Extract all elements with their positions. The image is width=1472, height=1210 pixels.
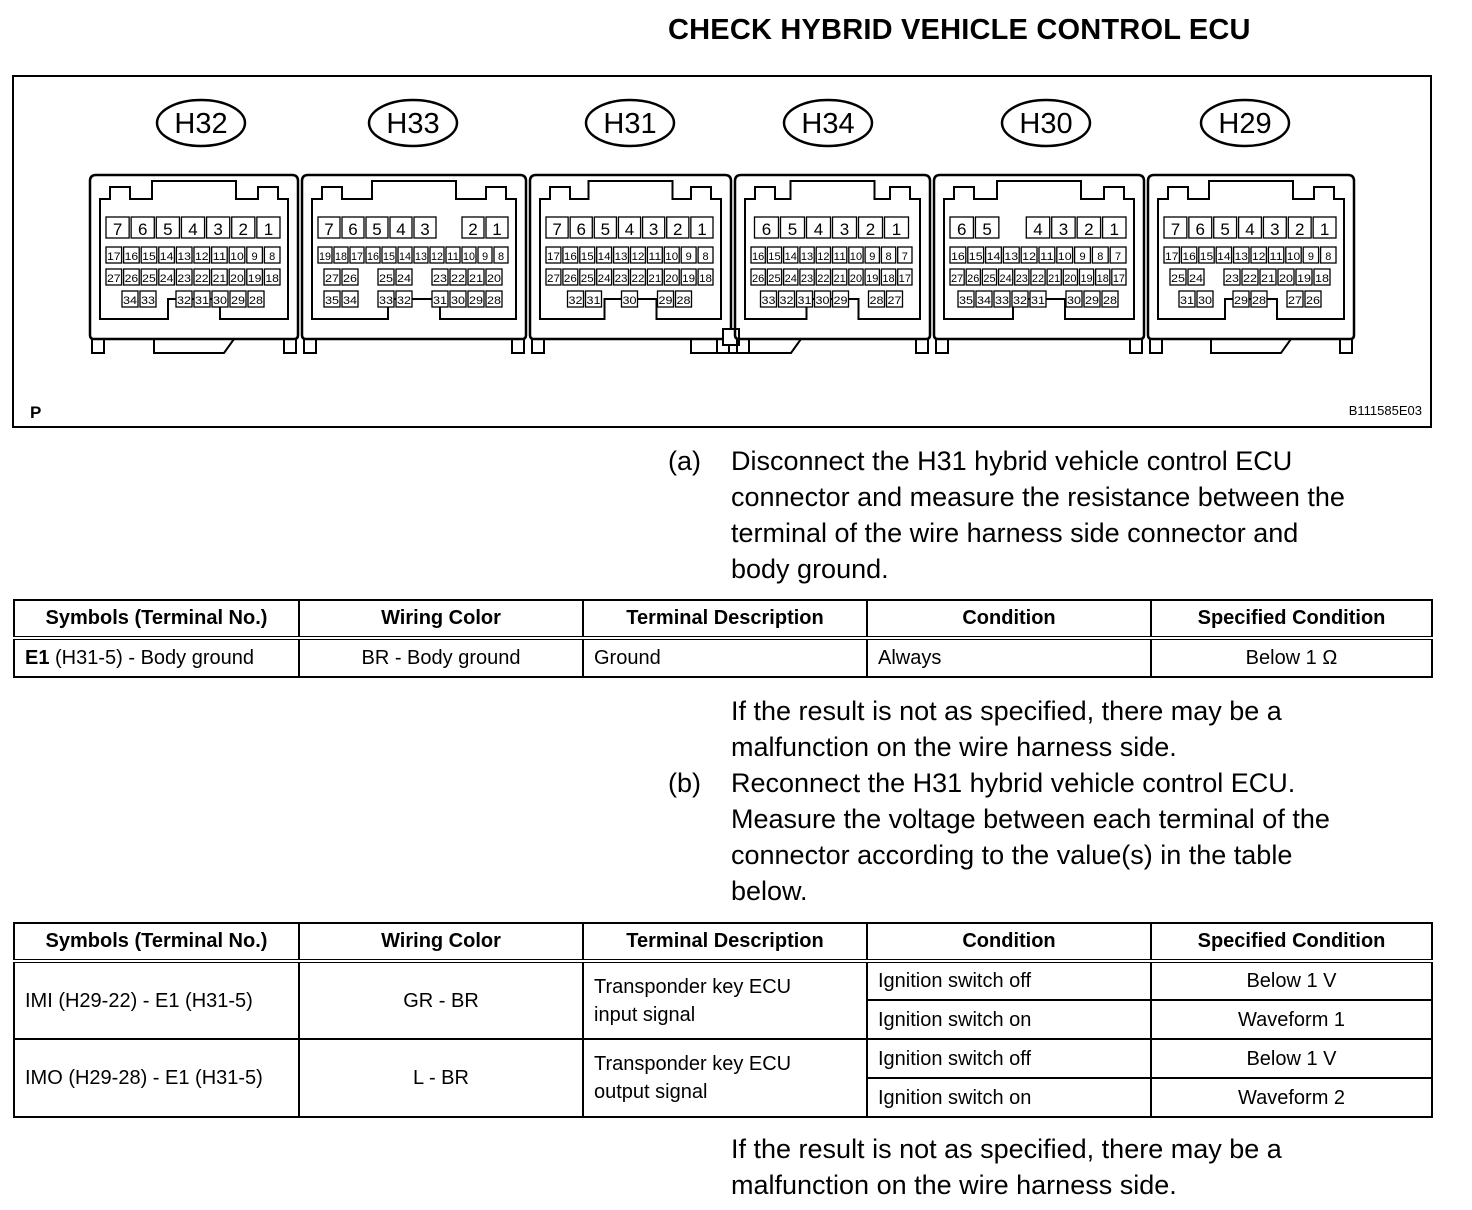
terminal-number: 23 xyxy=(433,273,447,285)
terminal-number: 22 xyxy=(451,273,465,285)
terminal-number: 15 xyxy=(1199,251,1214,263)
terminal-number: 29 xyxy=(833,295,848,307)
terminal-number: 25 xyxy=(768,273,781,285)
table-row xyxy=(14,1039,1432,1078)
terminal-number: 27 xyxy=(1288,295,1302,307)
terminal-number: 24 xyxy=(1189,273,1203,285)
wiring-cell: L - BR xyxy=(299,1039,583,1117)
connector-label: H29 xyxy=(1218,108,1272,140)
terminal-number: 28 xyxy=(1252,295,1266,307)
terminal-number: 2 xyxy=(238,220,249,239)
spec-cell: Below 1 Ω xyxy=(1151,638,1432,677)
terminal-number: 2 xyxy=(1084,220,1094,239)
terminal-number: 19 xyxy=(1297,273,1311,285)
header-terminal-description: Terminal Description xyxy=(583,923,867,961)
wiring-cell: BR - Body ground xyxy=(299,638,583,677)
connector-latch xyxy=(304,339,524,353)
terminal-number: 4 xyxy=(624,220,635,239)
terminal-number: 12 xyxy=(1252,251,1266,263)
terminal-number: 25 xyxy=(142,273,156,285)
terminal-number: 32 xyxy=(1013,295,1027,307)
connector-latch xyxy=(1150,339,1352,353)
terminal-number: 6 xyxy=(576,220,586,239)
voltage-table xyxy=(13,922,1433,1118)
terminal-number: 3 xyxy=(420,220,430,239)
terminal-number: 26 xyxy=(124,273,139,285)
terminal-number: 20 xyxy=(230,273,244,285)
note-b-line: If the result is not as specified, there may be a xyxy=(731,1134,1282,1164)
terminal-number: 9 xyxy=(1307,251,1314,263)
header-terminal-description: Terminal Description xyxy=(583,600,867,638)
terminal-number: 16 xyxy=(951,251,965,263)
connector-latch xyxy=(737,339,928,353)
terminal-number: 26 xyxy=(752,273,765,285)
figure-code: B111585E03 xyxy=(1348,403,1422,418)
terminal-number: 17 xyxy=(351,251,363,263)
terminal-number: 5 xyxy=(1220,220,1230,239)
header-wiring-color: Wiring Color xyxy=(299,923,583,961)
terminal-number: 14 xyxy=(986,251,1001,263)
connector-label: H30 xyxy=(1019,108,1073,140)
terminal-number: 33 xyxy=(379,295,393,307)
terminal-number: 10 xyxy=(1057,251,1072,263)
terminal-number: 30 xyxy=(451,295,465,307)
terminal-number: 9 xyxy=(869,251,876,263)
terminal-number: 32 xyxy=(779,295,794,307)
terminal-number: 30 xyxy=(1198,295,1212,307)
terminal-number: 15 xyxy=(768,251,781,263)
description-line: output signal xyxy=(594,1081,708,1103)
terminal-number: 18 xyxy=(335,251,347,263)
terminal-number: 26 xyxy=(343,273,357,285)
step-b-line: connector according to the value(s) in the table xyxy=(731,840,1293,870)
terminal-number: 20 xyxy=(849,273,863,285)
terminal-number: 20 xyxy=(1064,273,1077,285)
terminal-number: 8 xyxy=(1325,251,1332,263)
symbol-cell xyxy=(14,638,299,677)
terminal-number: 32 xyxy=(177,295,191,307)
terminal-number: 35 xyxy=(325,295,339,307)
terminal-number: 16 xyxy=(752,251,765,263)
connector-foot xyxy=(691,339,801,353)
terminal-number: 22 xyxy=(631,273,645,285)
terminal-number: 3 xyxy=(1270,220,1280,239)
terminal-number: 3 xyxy=(839,220,850,239)
terminal-number: 23 xyxy=(1225,273,1239,285)
terminal-number: 23 xyxy=(177,273,191,285)
terminal-number: 21 xyxy=(648,273,662,285)
terminal-number: 18 xyxy=(1315,273,1329,285)
terminal-number: 28 xyxy=(869,295,884,307)
terminal-number: 24 xyxy=(999,273,1012,285)
symbol-rest: (H31-5) - Body ground xyxy=(49,647,255,669)
terminal-number: 27 xyxy=(887,295,902,307)
terminal-number: 16 xyxy=(367,251,379,263)
connector-foot xyxy=(154,339,234,353)
header-specified-condition: Specified Condition xyxy=(1151,600,1432,638)
terminal-number: 5 xyxy=(163,220,173,239)
condition-cell: Ignition switch on xyxy=(867,1078,1151,1117)
terminal-number: 17 xyxy=(547,251,560,263)
terminal-number: 4 xyxy=(1245,220,1255,239)
step-a-line: terminal of the wire harness side connector and xyxy=(731,518,1299,548)
terminal-number: 1 xyxy=(1319,220,1330,239)
terminal-number: 18 xyxy=(882,273,895,285)
connector-label: H31 xyxy=(603,108,657,140)
description-cell: Ground xyxy=(583,638,867,677)
terminal-number: 10 xyxy=(849,251,863,263)
terminal-number: 25 xyxy=(983,273,996,285)
terminal-number: 18 xyxy=(265,273,280,285)
terminal-number: 14 xyxy=(784,251,797,263)
terminal-number: 4 xyxy=(1033,220,1043,239)
terminal-number: 8 xyxy=(269,251,276,263)
connector-label: H33 xyxy=(386,108,440,140)
terminal-number: 19 xyxy=(319,251,331,263)
terminal-number: 10 xyxy=(665,251,679,263)
condition-cell: Ignition switch off xyxy=(867,961,1151,1000)
terminal-number: 15 xyxy=(968,251,983,263)
header-symbols: Symbols (Terminal No.) xyxy=(14,923,299,961)
description-line: Transponder key ECU xyxy=(594,1053,792,1075)
terminal-number: 20 xyxy=(487,273,501,285)
terminal-number: 19 xyxy=(247,273,262,285)
terminal-number: 29 xyxy=(469,295,483,307)
terminal-number: 25 xyxy=(1171,273,1185,285)
page-title: CHECK HYBRID VEHICLE CONTROL ECU xyxy=(668,14,1251,46)
note-a-text xyxy=(731,693,1282,765)
description-cell xyxy=(583,1039,867,1117)
step-b-line: below. xyxy=(731,876,808,906)
header-specified-condition: Specified Condition xyxy=(1151,923,1432,961)
step-a-text xyxy=(731,443,1345,587)
note-b-text xyxy=(731,1131,1282,1203)
connector-latch xyxy=(532,339,729,353)
terminal-number: 15 xyxy=(383,251,395,263)
step-a-marker: (a) xyxy=(668,446,701,476)
description-line: Transponder key ECU xyxy=(594,975,792,998)
terminal-number: 28 xyxy=(1103,295,1117,307)
terminal-number: 1 xyxy=(891,220,902,239)
table-row xyxy=(14,638,1432,677)
terminal-number: 25 xyxy=(580,273,594,285)
terminal-number: 13 xyxy=(800,251,814,263)
connector-latch xyxy=(92,339,296,353)
terminal-number: 26 xyxy=(1306,295,1320,307)
terminal-number: 13 xyxy=(1234,251,1249,263)
terminal-number: 2 xyxy=(673,220,683,239)
terminal-number: 26 xyxy=(563,273,577,285)
terminal-number: 4 xyxy=(188,220,198,239)
terminal-number: 24 xyxy=(597,273,611,285)
note-a-line: malfunction on the wire harness side. xyxy=(731,732,1177,762)
header-condition: Condition xyxy=(867,600,1151,638)
terminal-number: 20 xyxy=(665,273,679,285)
terminal-number: 34 xyxy=(977,295,991,307)
terminal-number: 12 xyxy=(431,251,443,263)
terminal-number: 3 xyxy=(213,220,223,239)
header-symbols: Symbols (Terminal No.) xyxy=(14,600,299,638)
spec-cell: Waveform 2 xyxy=(1151,1078,1432,1117)
terminal-number: 31 xyxy=(797,295,812,307)
terminal-number: 23 xyxy=(614,273,628,285)
terminal-number: 18 xyxy=(699,273,712,285)
terminal-number: 2 xyxy=(865,220,876,239)
terminal-number: 22 xyxy=(1243,273,1257,285)
step-b-text xyxy=(731,765,1330,909)
table-header-row xyxy=(14,923,1432,961)
step-b-line: Reconnect the H31 hybrid vehicle control ECU. xyxy=(731,768,1296,798)
terminal-number: 14 xyxy=(597,251,611,263)
terminal-number: 5 xyxy=(982,220,992,239)
terminal-number: 1 xyxy=(697,220,707,239)
terminal-number: 15 xyxy=(580,251,594,263)
terminal-number: 9 xyxy=(1079,251,1086,263)
terminal-number: 24 xyxy=(159,273,174,285)
terminal-number: 34 xyxy=(343,295,357,307)
spec-cell: Waveform 1 xyxy=(1151,1000,1432,1039)
spec-cell: Below 1 V xyxy=(1151,1039,1432,1078)
symbol-cell: IMI (H29-22) - E1 (H31-5) xyxy=(14,961,299,1039)
terminal-number: 19 xyxy=(866,273,879,285)
terminal-number: 7 xyxy=(552,220,562,239)
terminal-number: 27 xyxy=(107,273,121,285)
terminal-number: 9 xyxy=(685,251,692,263)
terminal-number: 8 xyxy=(885,251,892,263)
terminal-number: 31 xyxy=(1031,295,1045,307)
terminal-number: 25 xyxy=(379,273,393,285)
terminal-number: 33 xyxy=(761,295,776,307)
terminal-number: 5 xyxy=(787,220,798,239)
terminal-number: 13 xyxy=(415,251,427,263)
terminal-number: 22 xyxy=(817,273,830,285)
terminal-number: 9 xyxy=(251,251,258,263)
terminal-number: 3 xyxy=(1058,220,1069,239)
terminal-number: 7 xyxy=(901,251,908,263)
terminal-number: 30 xyxy=(213,295,227,307)
header-condition: Condition xyxy=(867,923,1151,961)
terminal-number: 17 xyxy=(898,273,911,285)
terminal-number: 34 xyxy=(123,295,137,307)
terminal-number: 8 xyxy=(702,251,709,263)
terminal-number: 23 xyxy=(800,273,814,285)
terminal-number: 28 xyxy=(249,295,263,307)
terminal-number: 17 xyxy=(1112,273,1125,285)
terminal-number: 30 xyxy=(815,295,830,307)
terminal-number: 7 xyxy=(324,220,334,239)
terminal-number: 13 xyxy=(614,251,628,263)
terminal-number: 12 xyxy=(1022,251,1036,263)
terminal-number: 27 xyxy=(951,273,964,285)
terminal-number: 29 xyxy=(658,295,673,307)
terminal-number: 22 xyxy=(195,273,209,285)
terminal-number: 27 xyxy=(547,273,560,285)
terminal-number: 3 xyxy=(648,220,659,239)
terminal-number: 11 xyxy=(212,251,227,263)
terminal-number: 10 xyxy=(230,251,244,263)
terminal-number: 28 xyxy=(676,295,691,307)
terminal-number: 2 xyxy=(1294,220,1305,239)
ecu-connector-drawing xyxy=(14,77,1430,426)
terminal-number: 26 xyxy=(967,273,980,285)
step-a-line: Disconnect the H31 hybrid vehicle control ECU xyxy=(731,446,1293,476)
terminal-number: 20 xyxy=(1279,273,1293,285)
terminal-number: 12 xyxy=(817,251,830,263)
terminal-number: 11 xyxy=(447,251,459,263)
terminal-number: 29 xyxy=(231,295,245,307)
terminal-number: 29 xyxy=(1234,295,1248,307)
terminal-number: 7 xyxy=(112,220,123,239)
terminal-number: 16 xyxy=(563,251,577,263)
terminal-number: 24 xyxy=(397,273,411,285)
terminal-number: 8 xyxy=(497,251,505,263)
terminal-number: 21 xyxy=(212,273,227,285)
terminal-number: 11 xyxy=(1269,251,1283,263)
symbol-cell: IMO (H29-28) - E1 (H31-5) xyxy=(14,1039,299,1117)
step-b-marker: (b) xyxy=(668,768,701,798)
terminal-number: 14 xyxy=(399,251,411,263)
wiring-cell: GR - BR xyxy=(299,961,583,1039)
terminal-number: 17 xyxy=(1165,251,1179,263)
terminal-number: 21 xyxy=(469,273,483,285)
condition-cell: Always xyxy=(867,638,1151,677)
terminal-number: 31 xyxy=(433,295,447,307)
terminal-number: 18 xyxy=(1096,273,1109,285)
terminal-number: 10 xyxy=(1286,251,1301,263)
terminal-number: 24 xyxy=(784,273,797,285)
terminal-number: 13 xyxy=(177,251,191,263)
resistance-table xyxy=(13,599,1433,678)
terminal-number: 30 xyxy=(622,295,637,307)
terminal-number: 33 xyxy=(141,295,155,307)
terminal-number: 5 xyxy=(600,220,611,239)
connector-label: H32 xyxy=(174,108,228,140)
terminal-number: 6 xyxy=(137,220,148,239)
spec-cell: Below 1 V xyxy=(1151,961,1432,1000)
terminal-number: 14 xyxy=(159,251,174,263)
terminal-number: 11 xyxy=(833,251,846,263)
condition-cell: Ignition switch off xyxy=(867,1039,1151,1078)
terminal-number: 31 xyxy=(195,295,209,307)
terminal-number: 13 xyxy=(1004,251,1019,263)
connector-latch xyxy=(936,339,1142,353)
table-row xyxy=(14,961,1432,1000)
terminal-number: 11 xyxy=(1040,251,1054,263)
terminal-number: 6 xyxy=(1195,220,1206,239)
description-cell xyxy=(583,961,867,1039)
terminal-number: 21 xyxy=(1261,273,1275,285)
terminal-number: 29 xyxy=(1085,295,1099,307)
terminal-number: 15 xyxy=(142,251,156,263)
terminal-number: 33 xyxy=(995,295,1009,307)
connector-foot xyxy=(1211,339,1291,353)
terminal-number: 16 xyxy=(124,251,139,263)
terminal-number: 31 xyxy=(586,295,601,307)
terminal-number: 1 xyxy=(263,220,274,239)
connector-label: H34 xyxy=(801,108,855,140)
table-header-row xyxy=(14,600,1432,638)
terminal-number: 10 xyxy=(463,251,475,263)
terminal-number: 6 xyxy=(348,220,358,239)
terminal-number: 1 xyxy=(492,220,502,239)
terminal-number: 31 xyxy=(1180,295,1194,307)
terminal-number: 35 xyxy=(959,295,973,307)
step-a-line: body ground. xyxy=(731,554,889,584)
terminal-number: 11 xyxy=(648,251,662,263)
terminal-number: 23 xyxy=(1015,273,1028,285)
terminal-number: 19 xyxy=(682,273,696,285)
terminal-number: 4 xyxy=(396,220,406,239)
terminal-number: 7 xyxy=(1170,220,1181,239)
terminal-number: 6 xyxy=(956,220,967,239)
terminal-number: 8 xyxy=(1097,251,1104,263)
terminal-number: 2 xyxy=(468,220,478,239)
terminal-number: 28 xyxy=(487,295,501,307)
condition-cell: Ignition switch on xyxy=(867,1000,1151,1039)
terminal-number: 16 xyxy=(1182,251,1196,263)
terminal-number: 5 xyxy=(372,220,382,239)
note-a-line: If the result is not as specified, there may be a xyxy=(731,696,1282,726)
terminal-number: 17 xyxy=(107,251,121,263)
description-line: input signal xyxy=(594,1003,696,1026)
step-a-line: connector and measure the resistance between the xyxy=(731,482,1345,512)
terminal-number: 14 xyxy=(1217,251,1231,263)
connector-diagram xyxy=(12,75,1432,428)
terminal-number: 21 xyxy=(833,273,846,285)
symbol-bold: E1 xyxy=(25,647,50,669)
note-b-line: malfunction on the wire harness side. xyxy=(731,1170,1177,1200)
terminal-number: 6 xyxy=(761,220,772,239)
header-wiring-color: Wiring Color xyxy=(299,600,583,638)
terminal-number: 9 xyxy=(481,251,489,263)
terminal-number: 1 xyxy=(1109,220,1120,239)
terminal-number: 7 xyxy=(1115,251,1122,263)
figure-corner-label: P xyxy=(30,403,42,422)
step-b-line: Measure the voltage between each terminal of the xyxy=(731,804,1330,834)
terminal-number: 4 xyxy=(813,220,824,239)
terminal-number: 22 xyxy=(1031,273,1045,285)
terminal-number: 32 xyxy=(397,295,411,307)
terminal-number: 21 xyxy=(1048,273,1061,285)
terminal-number: 19 xyxy=(1080,273,1093,285)
terminal-number: 30 xyxy=(1067,295,1081,307)
terminal-number: 12 xyxy=(631,251,645,263)
terminal-number: 12 xyxy=(195,251,209,263)
terminal-number: 27 xyxy=(325,273,339,285)
terminal-number: 32 xyxy=(568,295,583,307)
